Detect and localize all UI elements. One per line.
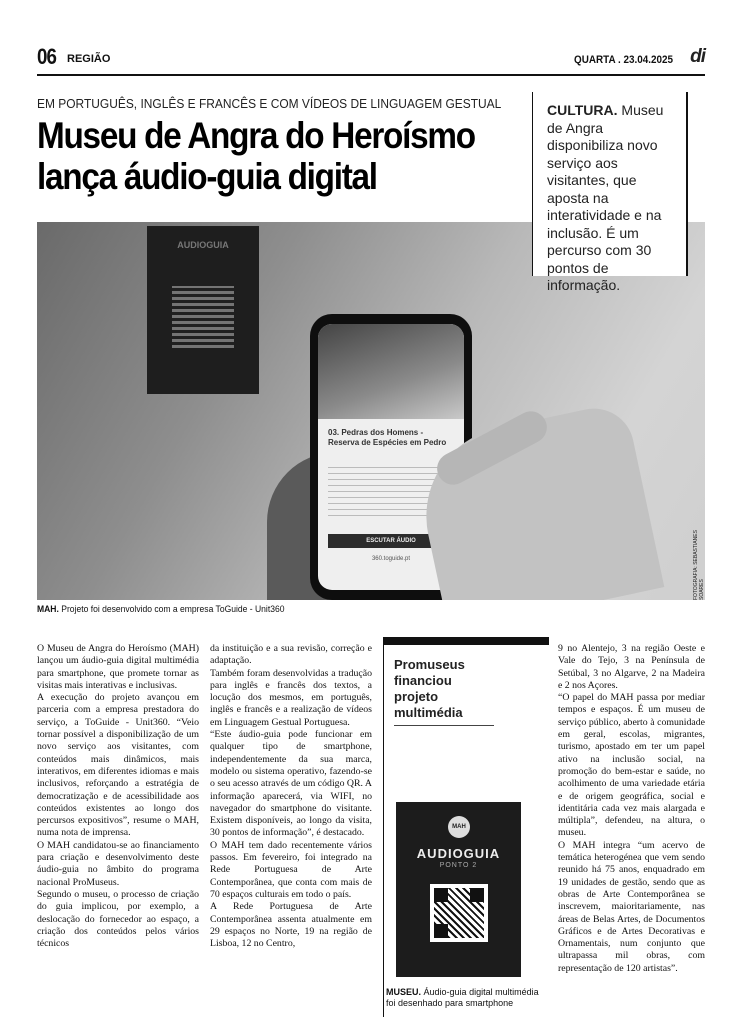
- issue-date: QUARTA . 23.04.2025: [573, 54, 673, 66]
- box-caption-text: Áudio-guia digital multimédia foi desenhado para smartphone: [386, 987, 539, 1008]
- caption-text: Projeto foi desenvolvido com a empresa ToGuide - Unit360: [61, 604, 285, 614]
- callout-text: Museu de Angra disponibiliza novo serviço aos visitantes, que aposta na interatividade e na inclusão. É um percurso com 30 pontos de informação.: [547, 102, 664, 293]
- wall-poster: [147, 226, 259, 394]
- screen-image: [318, 324, 464, 419]
- article-kicker: EM PORTUGUÊS, INGLÊS E FRANCÊS E COM VÍDEOS DE LINGUAGEM GESTUAL: [37, 96, 502, 111]
- paragraph: A execução do projeto avançou em parceria com a empresa prestadora do serviço, a ToGuide - Unit360. “Veio tornar possível a disponibilização de um novo serviço aos visitantes, com conteúdos mais dinâmicos, mais interativos, em diferentes idiomas e mais inclusivos, reforçando a estratégia de democratização e de acessibilidade aos conteúdos existentes ao longo dos percursos expositivos”, resume o MAH, numa nota de imprensa.: [37, 692, 199, 839]
- box-caption: [386, 987, 546, 1009]
- screen-title: 03. Pedras dos Homens - Reserva de Espécies em Pedro: [328, 428, 447, 447]
- brand-logo: di: [690, 46, 705, 67]
- body-column-1: [37, 643, 199, 950]
- paragraph: “O papel do MAH passa por mediar tempos e espaços. É um museu de serviço público, aberto à comunidade em geral, escolas, migrantes, turismo, apostado em ter um papel ativo na inclusão social, na promoção do bem-estar e saúde, no acolhimento de uma variedade etária e de origem geográfica, social e identitária cada vez mais alargada e múltipla”, defendeu, na altura, o museu.: [558, 692, 705, 839]
- headline-line-1: Museu de Angra do Heroísmo: [37, 115, 475, 156]
- paragraph: 9 no Alentejo, 3 na região Oeste e Vale do Tejo, 3 na Península de Setúbal, 3 no Algarve, 2 na Madeira e 2 nos Açores.: [558, 643, 705, 691]
- screen-url: 360.toguide.pt: [371, 556, 411, 562]
- sign-subtitle: PONTO 2: [439, 862, 478, 869]
- poster-qr-code: [172, 286, 234, 348]
- paragraph: Segundo o museu, o processo de criação do guia implicou, por exemplo, a deslocação do fornecedor ao espaço, a criação dos conteúdos pelos vários técnicos: [37, 888, 199, 950]
- mah-logo-icon: MAH: [448, 816, 470, 838]
- box-divider: [394, 725, 494, 726]
- paragraph: O MAH integra “um acervo de temática heterogénea que vem sendo reunido há 75 anos, enquadrado em 19 unidades de gestão, sendo que as obras de Arte Contemporânea se inscrevem, maioritariamente, nas áreas de Belas Artes, de Documentos Gráficos e de Artes Decorativas e Ornamentais, num conjunto que ultrapassa mil obras, com representação de 120 artistas”.: [558, 839, 705, 974]
- audioguide-sign-photo: [396, 802, 521, 977]
- paragraph: “Este áudio-guia pode funcionar em qualquer tipo de smartphone, independentemente da sua marca, modelo ou sistema operativo, fazendo-se o seu acesso através de um código QR. A informação aparecerá, via WIFI, no navegador do smartphone do visitante. Existem disponíveis, ao longo da visita, 30 pontos de informação”, é destacado.: [210, 729, 372, 839]
- lead-callout: [532, 92, 688, 293]
- box-top-bar: [384, 637, 549, 645]
- sign-title: AUDIOGUIA: [416, 846, 501, 861]
- headline-line-2: lança áudio-guia digital: [37, 156, 377, 197]
- body-column-2: [210, 643, 372, 950]
- photo-caption: [37, 604, 284, 614]
- paragraph: A Rede Portuguesa de Arte Contemporânea assenta atualmente em 29 espaços no Norte, 19 na região de Lisboa, 12 no Centro,: [210, 901, 372, 950]
- callout-label: CULTURA.: [547, 102, 618, 118]
- screen-listen-button: ESCUTAR ÁUDIO: [328, 534, 454, 548]
- qr-code-icon: [430, 884, 488, 942]
- photo-credit: FOTOGRAFIA: SEBASTIANES SOARES: [693, 530, 705, 600]
- section-label: REGIÃO: [67, 53, 111, 65]
- paragraph: O MAH candidatou-se ao financiamento para criação e desenvolvimento deste áudio-guia no âmbito do programa nacional ProMuseus.: [37, 839, 199, 888]
- poster-title: AUDIOGUIA: [177, 240, 229, 250]
- header-rule: [37, 74, 705, 76]
- sidebar-box: [383, 637, 548, 1017]
- article-headline: [37, 115, 478, 197]
- paragraph: da instituição e a sua revisão, correção e adaptação.: [210, 643, 372, 667]
- paragraph: O MAH tem dado recentemente vários passos. Em fevereiro, foi integrado na Rede Portuguesa de Arte Contemporânea, que conta com mais de 70 espaços culturais em todo o país.: [210, 839, 372, 900]
- page-number: 06: [37, 44, 57, 69]
- caption-label: MAH.: [37, 604, 59, 614]
- box-caption-label: MUSEU.: [386, 987, 422, 997]
- paragraph: Também foram desenvolvidas a tradução para inglês e francês dos textos, a locução dos mesmos, em português, inglês e francês e a realização de vídeos em Linguagem Gestual Portuguesa.: [210, 667, 372, 728]
- box-title: Promuseus financiou projeto multimédia: [394, 657, 465, 720]
- paragraph: O Museu de Angra do Heroísmo (MAH) lançou um áudio-guia digital multimédia para smartphone, que promete tornar as visitas mais interativas e inclusivas.: [37, 643, 199, 691]
- page-header: [37, 44, 705, 70]
- body-column-3: [558, 643, 705, 975]
